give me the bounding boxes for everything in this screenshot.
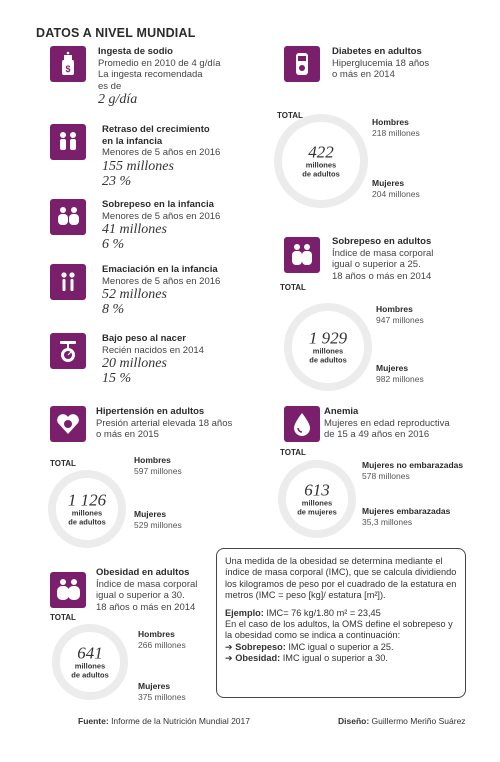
imc-explanation: Una medida de la obesidad se determina mediante el índice de masa corporal (IMC), que se calcula dividiendo los kilogramos de peso por el cuadrado de la estatura en metros (IMC = peso [kg]/ estatura [m²]).: [225, 556, 457, 601]
sodio-value: 2 g/día: [98, 92, 138, 107]
ring-unit: millones: [305, 160, 337, 170]
sobrepeso-infancia-value: 41 millones: [102, 222, 167, 237]
obesidad-heading: Obesidad en adultos: [96, 567, 190, 578]
sodio-heading: Ingesta de sodio: [98, 46, 173, 57]
hipertension-hombres: [134, 455, 182, 477]
design-footer: [338, 716, 466, 726]
diabetes-heading: Diabetes en adultos: [332, 46, 422, 57]
retraso-heading: en la infancia: [102, 135, 163, 147]
sobrepeso-adultos-block: [332, 236, 433, 282]
retraso-percent: 23 %: [102, 173, 132, 189]
fuente-text: Informe de la Nutrición Mundial 2017: [108, 716, 250, 726]
retraso-heading: Retraso del crecimiento: [102, 124, 210, 135]
no-embarazadas-value: 578 millones: [362, 471, 410, 481]
fuente-label: Fuente:: [78, 716, 109, 726]
obesidad-ring: [52, 624, 128, 700]
obesidad-line: Índice de masa corporal: [96, 578, 198, 590]
anemia-ring: [278, 460, 356, 538]
diabetes-block: [332, 46, 429, 81]
hombres-label: Hombres: [134, 455, 171, 465]
ejemplo-text: IMC= 76 kg/1.80 m² = 23,45: [263, 607, 381, 618]
obesidad-block: [96, 567, 197, 613]
sobrepeso-infancia-percent: 6 %: [102, 237, 125, 252]
hipertension-heading: Hipertensión en adultos: [96, 406, 205, 417]
obesidad-total-label: TOTAL: [50, 613, 76, 622]
sobrepeso-infancia-sub: Menores de 5 años en 2016: [102, 210, 221, 222]
imc-info-box: [216, 548, 466, 698]
sobrepeso-text: IMC igual o superior a 25.: [285, 641, 394, 652]
diabetes-total: 422: [308, 142, 334, 162]
sobrepeso-adultos-hombres: [376, 304, 424, 326]
hipertension-total-label: TOTAL: [50, 459, 76, 468]
bajo-peso-block: [102, 333, 204, 386]
heart-icon: [50, 406, 86, 442]
mujeres-label: Mujeres: [376, 363, 409, 373]
sobrepeso-adultos-line: Índice de masa corporal: [332, 247, 434, 259]
sobrepeso-adultos-line: 18 años o más en 2014: [332, 270, 432, 282]
sobrepeso-adultos-total: 1 929: [308, 328, 348, 348]
hombres-value: 266 millones: [138, 640, 186, 650]
embarazadas-label: Mujeres embarazadas: [362, 506, 451, 516]
sodio-line: La ingesta recomendada: [98, 69, 203, 80]
sobrepeso-label: Sobrepeso:: [235, 641, 286, 652]
diabetes-line: o más en 2014: [332, 69, 395, 80]
anemia-line: Mujeres en edad reproductiva: [324, 417, 450, 429]
sobrepeso-bullet: [225, 642, 457, 653]
ring-unit: millones: [71, 508, 103, 518]
oms-definition: En el caso de los adultos, la OMS define el sobrepeso y la obesidad como se indica a continuación:: [225, 619, 453, 641]
no-embarazadas-label: Mujeres no embarazadas: [362, 460, 464, 470]
anemia-heading: Anemia: [324, 406, 359, 417]
obesidad-hombres: [138, 629, 186, 651]
emaciacion-sub: Menores de 5 años en 2016: [102, 275, 221, 287]
ejemplo-label: Ejemplo:: [225, 607, 264, 618]
anemia-embarazadas: [362, 506, 450, 528]
page-title: DATOS A NIVEL MUNDIAL: [36, 26, 196, 40]
hipertension-total: 1 126: [67, 490, 107, 510]
obesidad-line: 18 años o más en 2014: [96, 601, 196, 613]
anemia-block: [324, 406, 450, 441]
obesidad-total: 641: [77, 643, 103, 663]
ring-unit: de adultos: [68, 517, 106, 527]
bajo-peso-heading: Bajo peso al nacer: [102, 333, 186, 344]
bajo-peso-sub: Recién nacidos en 2014: [102, 344, 204, 356]
sobrepeso-adultos-line: igual o superior a 25.: [332, 259, 421, 270]
ring-unit: de adultos: [71, 670, 109, 680]
hipertension-ring: [48, 470, 126, 548]
ring-unit: de adultos: [302, 169, 340, 179]
overweight-children-icon: [50, 199, 86, 235]
sobrepeso-infancia-block: [102, 199, 220, 252]
obesidad-mujeres: [138, 681, 186, 703]
salt-shaker-icon: [50, 46, 86, 82]
overweight-adults-icon: [284, 237, 320, 273]
sobrepeso-adultos-heading: Sobrepeso en adultos: [332, 236, 432, 247]
hombres-label: Hombres: [138, 629, 175, 639]
children-icon: [50, 124, 86, 160]
anemia-total-label: TOTAL: [280, 448, 306, 457]
mujeres-value: 529 millones: [134, 520, 182, 530]
emaciacion-heading: Emaciación en la infancia: [102, 264, 218, 275]
retraso-value: 155 millones: [102, 158, 174, 174]
scale-icon: [50, 333, 86, 369]
ring-unit: millones: [301, 498, 333, 508]
mujeres-label: Mujeres: [134, 509, 167, 519]
arrow-right-icon: ➔: [225, 653, 236, 664]
obesidad-line: igual o superior a 30.: [96, 590, 185, 601]
svg-text:$: $: [65, 64, 71, 74]
emaciacion-value: 52 millones: [102, 287, 167, 302]
thin-children-icon: [50, 264, 86, 300]
ring-unit: de mujeres: [297, 507, 337, 517]
hombres-label: Hombres: [372, 117, 409, 127]
source-footer: [78, 716, 250, 726]
anemia-no-embarazadas: [362, 460, 463, 482]
ring-unit: millones: [74, 661, 106, 671]
mujeres-label: Mujeres: [138, 681, 171, 691]
diabetes-ring: [274, 114, 368, 208]
mujeres-value: 204 millones: [372, 189, 420, 199]
sobrepeso-infancia-heading: Sobrepeso en la infancia: [102, 199, 214, 210]
blood-drop-icon: [284, 406, 320, 442]
sodio-block: [98, 46, 221, 107]
hipertension-mujeres: [134, 509, 182, 531]
hipertension-line: o más en 2015: [96, 429, 159, 440]
bajo-peso-percent: 15 %: [102, 371, 132, 386]
hombres-value: 597 millones: [134, 466, 182, 476]
emaciacion-percent: 8 %: [102, 302, 125, 317]
ring-unit: millones: [312, 346, 344, 356]
anemia-line: de 15 a 49 años en 2016: [324, 429, 430, 440]
mujeres-value: 982 millones: [376, 374, 424, 384]
sobrepeso-adultos-mujeres: [376, 363, 424, 385]
obesidad-text: IMC igual o superior a 30.: [280, 653, 388, 664]
obese-adults-icon: [50, 572, 86, 608]
hipertension-line: Presión arterial elevada 18 años: [96, 417, 233, 429]
diabetes-mujeres: [372, 178, 420, 200]
obesidad-bullet: [225, 653, 457, 664]
sobrepeso-adultos-ring: [284, 303, 372, 391]
bajo-peso-value: 20 millones: [102, 356, 167, 371]
embarazadas-value: 35,3 millones: [362, 517, 413, 527]
arrow-right-icon: ➔: [225, 641, 236, 652]
sobrepeso-adultos-total-label: TOTAL: [280, 283, 306, 292]
hipertension-block: [96, 406, 232, 441]
hombres-value: 218 millones: [372, 128, 420, 138]
mujeres-label: Mujeres: [372, 178, 405, 188]
diabetes-total-label: TOTAL: [277, 111, 303, 120]
retraso-block: [102, 124, 220, 189]
emaciacion-block: [102, 264, 220, 317]
retraso-sub: Menores de 5 años en 2016: [102, 147, 221, 158]
diabetes-line: Hiperglucemia 18 años: [332, 57, 430, 69]
mujeres-value: 375 millones: [138, 692, 186, 702]
anemia-total: 613: [304, 480, 330, 500]
sodio-line: es de: [98, 80, 122, 92]
hombres-label: Hombres: [376, 304, 413, 314]
diseno-label: Diseño:: [338, 716, 370, 726]
diseno-text: Guillermo Meriño Suárez: [369, 716, 466, 726]
diabetes-hombres: [372, 117, 420, 139]
sodio-line: Promedio en 2010 de 4 g/día: [98, 57, 221, 69]
ring-unit: de adultos: [309, 355, 347, 365]
obesidad-label: Obesidad:: [235, 653, 281, 664]
hombres-value: 947 millones: [376, 315, 424, 325]
glucometer-icon: [284, 46, 320, 82]
